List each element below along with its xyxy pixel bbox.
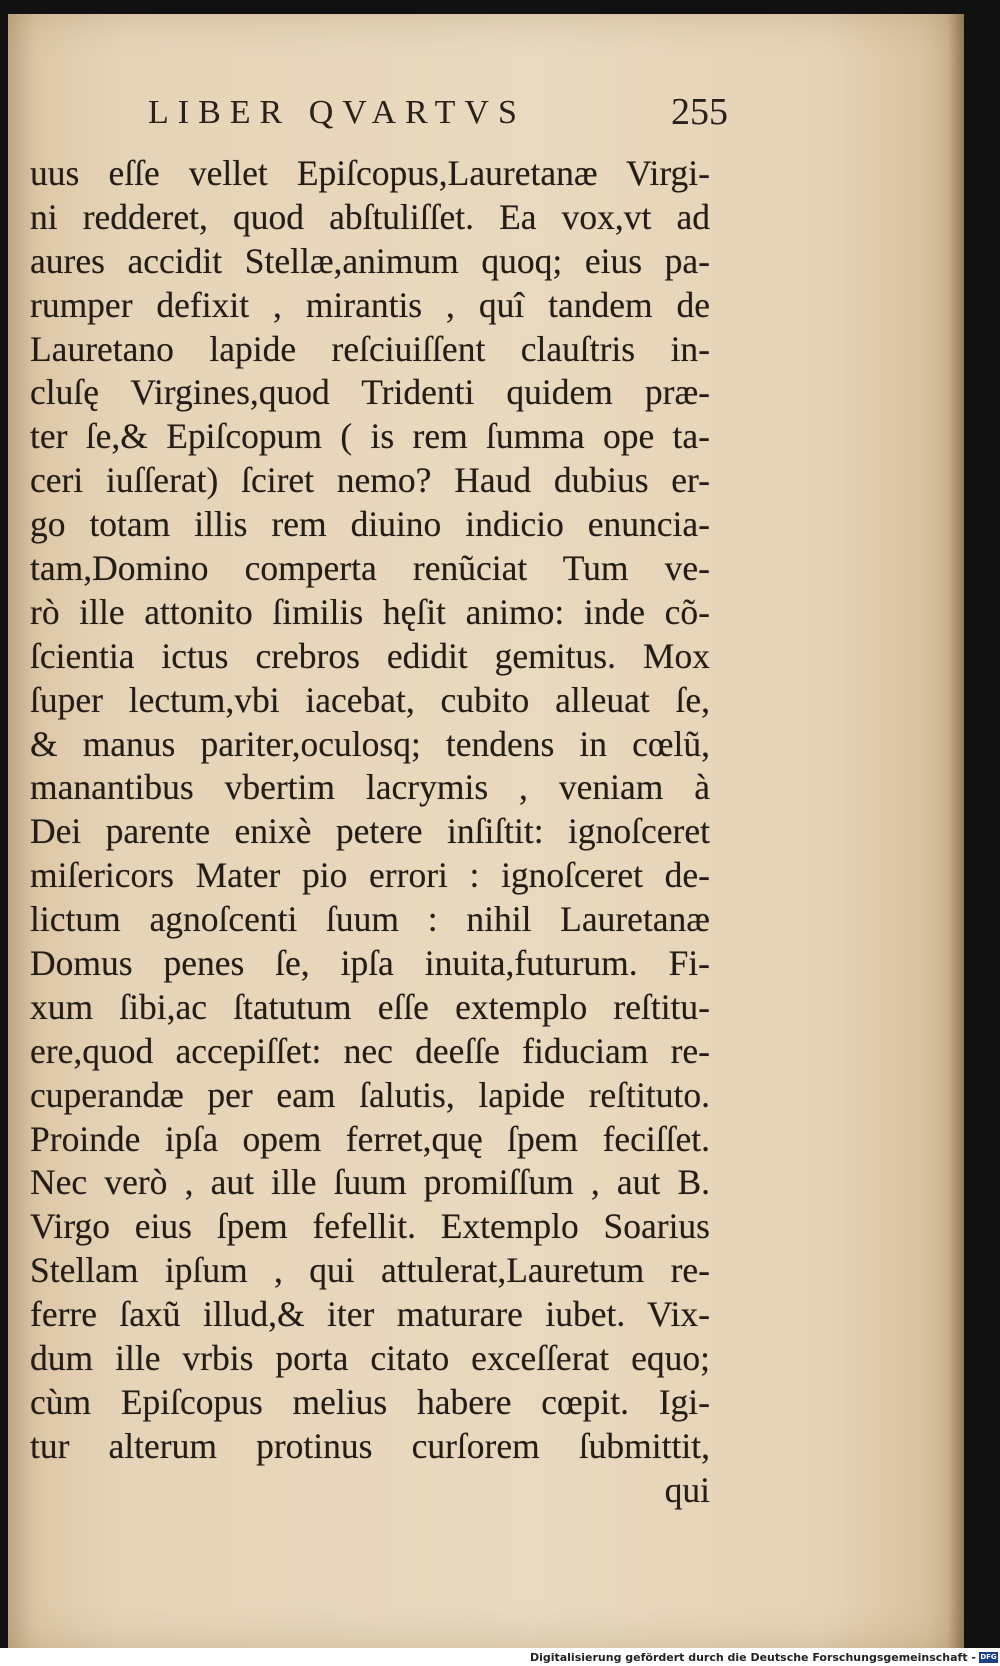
page-edge-shadow bbox=[948, 14, 964, 1648]
text-line: ſcientia ictus crebros edidit gemitus. Mox bbox=[30, 635, 710, 676]
text-line: ferre ſaxũ illud,& iter maturare iubet. Vix- bbox=[30, 1294, 710, 1335]
text-line: miſericors Mater pio errori : ignoſceret de- bbox=[30, 855, 710, 896]
text-line: lictum agnoſcenti ſuum : nihil Lauretanæ bbox=[30, 899, 710, 940]
text-line: rumper defixit , mirantis , quî tandem de bbox=[30, 284, 710, 325]
text-line: dum ille vrbis porta citato exceſſerat equo; bbox=[30, 1338, 710, 1379]
text-line: Proinde ipſa opem ferret,quę ſpem feciſſet. bbox=[30, 1118, 710, 1159]
page-number: 255 bbox=[671, 91, 728, 133]
body-text bbox=[30, 152, 710, 1513]
page-header bbox=[138, 90, 728, 150]
text-line: ere,quod accepiſſet: nec deeſſe fiduciam re- bbox=[30, 1030, 710, 1071]
text-line: tam,Domino comperta renũciat Tum ve- bbox=[30, 548, 710, 589]
text-line: Lauretano lapide reſciuiſſent clauſtris in- bbox=[30, 328, 710, 369]
text-line: cluſę Virgines,quod Tridenti quidem præ- bbox=[30, 372, 710, 413]
text-line: ceri iuſſerat) ſciret nemo? Haud dubius er- bbox=[30, 460, 710, 501]
running-head: LIBER QVARTVS bbox=[148, 94, 526, 131]
text-line: rò ille attonito ſimilis hęſit animo: inde cõ- bbox=[30, 591, 710, 632]
text-line: Domus penes ſe, ipſa inuita,futurum. Fi- bbox=[30, 943, 710, 984]
text-line: & manus pariter,oculosq; tendens in cœlũ, bbox=[30, 723, 710, 764]
text-line: ni redderet, quod abſtuliſſet. Ea vox,vt ad bbox=[30, 196, 710, 237]
text-line: go totam illis rem diuino indicio enuncia- bbox=[30, 504, 710, 545]
text-line: uus eſſe vellet Epiſcopus,Lauretanæ Virgi- bbox=[30, 153, 710, 193]
text-line: tur alterum protinus curſorem ſubmittit, bbox=[30, 1425, 710, 1466]
text-line: manantibus vbertim lacrymis , veniam à bbox=[30, 767, 710, 808]
catchword: qui bbox=[664, 1469, 710, 1510]
funding-credit: Digitalisierung gefördert durch die Deutsche Forschungsgemeinschaft - bbox=[529, 1651, 976, 1664]
text-line: cuperandæ per eam ſalutis, lapide reſtituto. bbox=[30, 1074, 710, 1115]
text-line: Dei parente enixè petere inſiſtit: ignoſceret bbox=[30, 811, 710, 852]
text-line: cùm Epiſcopus melius habere cœpit. Igi- bbox=[30, 1381, 710, 1422]
text-line: aures accidit Stellæ,animum quoq; eius pa- bbox=[30, 240, 710, 281]
text-line: Virgo eius ſpem fefellit. Extemplo Soarius bbox=[30, 1206, 710, 1247]
digitization-footer bbox=[0, 1648, 1000, 1666]
dfg-logo-icon: DFG bbox=[980, 1653, 997, 1661]
text-line: ter ſe,& Epiſcopum ( is rem ſumma ope ta- bbox=[30, 416, 710, 457]
text-line: Stellam ipſum , qui attulerat,Lauretum re- bbox=[30, 1250, 710, 1291]
text-line: xum ſibi,ac ſtatutum eſſe extemplo reſtitu- bbox=[30, 986, 710, 1027]
text-line: ſuper lectum,vbi iacebat, cubito alleuat ſe, bbox=[30, 679, 710, 720]
text-line: Nec verò , aut ille ſuum promiſſum , aut B. bbox=[30, 1162, 710, 1203]
book-page bbox=[8, 14, 964, 1648]
